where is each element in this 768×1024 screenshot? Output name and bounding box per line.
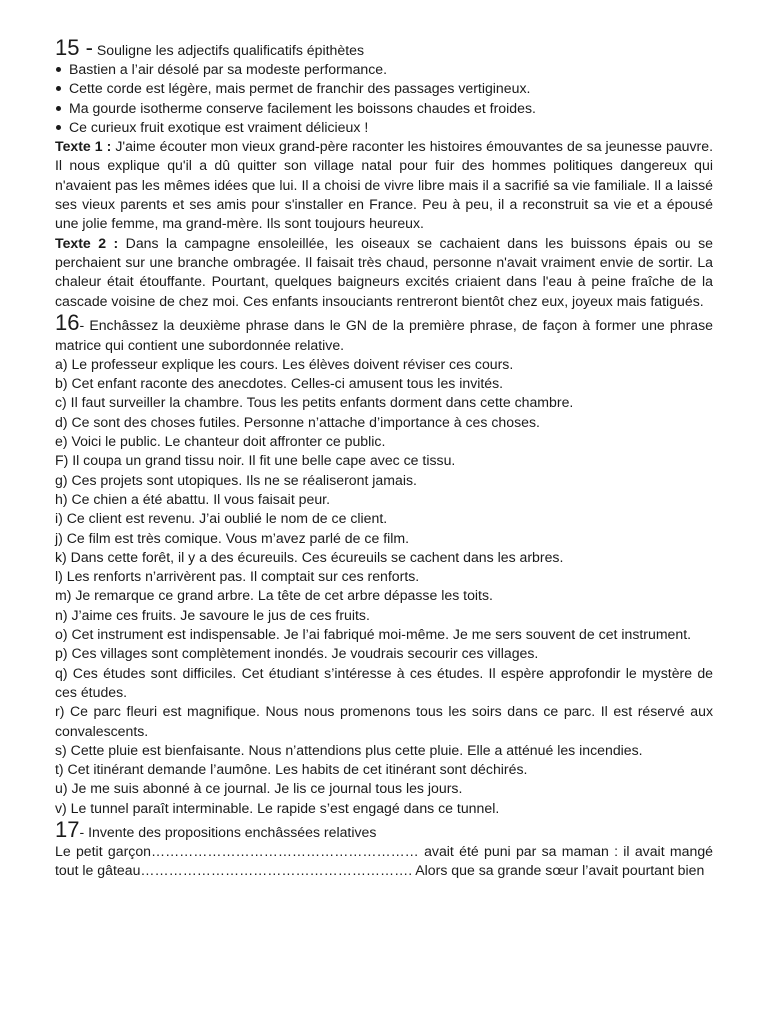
exercise-16-items [55,355,713,818]
exercise-17-heading [55,816,713,842]
sentence-item: t) Cet itinérant demande l’aumône. Les habits de cet itinérant sont déchirés. [55,761,528,778]
exercise-16-heading [55,309,713,355]
sentence-item: o) Cet instrument est indispensable. Je l’ai fabriqué moi-même. Je me sers souvent de cet instrument. [55,626,692,643]
texte-2-body: Dans la campagne ensoleillée, les oiseaux se cachaient dans les buissons épais ou se perchaient sur une branche ombragée. Il faisait très chaud, personne n'avait vraiment envie de sortir. La chaleur était étouffante. Pourtant, quelques baigneurs excités criaient dans l'eau à peine fraîche de la cascade voisine de chez moi. Ces enfants insouciants rentreront bientôt chez eux, joyeux mais fatigués. [55,234,713,309]
texte-2-label: Texte 2 : [55,234,119,251]
sentence-item: j) Ce film est très comique. Vous m’avez parlé de ce film. [55,529,410,546]
sentence-item: e) Voici le public. Le chanteur doit affronter ce public. [55,433,386,450]
sentence-item: r) Ce parc fleuri est magnifique. Nous nous promenons tous les soirs dans ce parc. Il est réservé aux convalescents. [55,703,713,739]
texte-2-paragraph [55,234,713,311]
list-item: Bastien a l’air désolé par sa modeste performance. [55,60,713,79]
sentence-item: a) Le professeur explique les cours. Les élèves doivent réviser ces cours. [55,355,514,372]
sentence-item: p) Ces villages sont complètement inondés. Je voudrais secourir ces villages. [55,645,539,662]
sentence-item: g) Ces projets sont utopiques. Ils ne se réaliseront jamais. [55,471,417,488]
sentence-item: l) Les renforts n’arrivèrent pas. Il comptait sur ces renforts. [55,568,420,585]
exercise-number: 15 - [55,35,93,60]
list-item: Ce curieux fruit exotique est vraiment délicieux ! [55,118,713,137]
exercise-title: Souligne les adjectifs qualificatifs épithètes [96,42,364,58]
exercise-title: - Invente des propositions enchâssées relatives [79,823,377,840]
texte-1-body: J'aime écouter mon vieux grand-père raconter les histoires émouvantes de sa jeunesse pauvre. Il nous explique qu'il a dû quitter son village natal pour fuir des hommes politiques dangereux qui n'avaient pas les mêmes idées que lui. Il a choisi de vivre libre mais il a sacrifié sa vie familiale. Il a laissé ses vieux parents et ses amis pour s'installer en France. Peu à peu, il a reconstruit sa vie et a épousé une jolie femme, ma grand-mère. Ils sont toujours heureux. [55,138,713,232]
sentence-item: s) Cette pluie est bienfaisante. Nous n’attendions plus cette pluie. Elle a atténué les incendies. [55,741,643,758]
list-item: Ma gourde isotherme conserve facilement les boissons chaudes et froides. [55,99,713,118]
exercise-15-list [55,60,713,137]
sentence-item: q) Ces études sont difficiles. Cet étudiant s’intéresse à ces études. Il espère approfondir le mystère de ces études. [55,664,713,700]
sentence-item: h) Ce chien a été abattu. Il vous faisait peur. [55,490,330,507]
sentence-item: d) Ce sont des choses futiles. Personne n’attache d’importance à ces choses. [55,413,540,430]
exercise-number: 16 [55,309,80,335]
texte-1-paragraph [55,137,713,233]
sentence-item: c) Il faut surveiller la chambre. Tous les petits enfants dorment dans cette chambre. [55,394,574,411]
exercise-title: - Enchâssez la deuxième phrase dans le GN de la première phrase, de façon à former une phrase matrice qui contient une subordonnée relative. [55,316,713,353]
sentence-item: b) Cet enfant raconte des anecdotes. Celles-ci amusent tous les invités. [55,375,504,392]
sentence-item: k) Dans cette forêt, il y a des écureuils. Ces écureuils se cachent dans les arbres. [55,548,564,565]
sentence-item: n) J’aime ces fruits. Je savoure le jus de ces fruits. [55,606,370,623]
exercise-number: 17 [55,816,80,842]
texte-1-label: Texte 1 : [55,138,112,155]
sentence-item: i) Ce client est revenu. J’ai oublié le nom de ce client. [55,510,388,527]
exercise-17-body: Le petit garçon………………………………………………… avait été puni par sa maman : il avait mangé tout le gâteau…………………………………………………. Alors que sa grande sœur l’avait pourtant bien [55,842,713,879]
document-page [55,0,713,881]
sentence-item: m) Je remarque ce grand arbre. La tête de cet arbre dépasse les toits. [55,587,493,604]
sentence-item: F) Il coupa un grand tissu noir. Il fit une belle cape avec ce tissu. [55,452,456,469]
sentence-item: v) Le tunnel paraît interminable. Le rapide s’est engagé dans ce tunnel. [55,799,500,816]
list-item: Cette corde est légère, mais permet de franchir des passages vertigineux. [55,79,713,98]
sentence-item: u) Je me suis abonné à ce journal. Je lis ce journal tous les jours. [55,780,463,797]
exercise-15-heading [55,35,713,60]
